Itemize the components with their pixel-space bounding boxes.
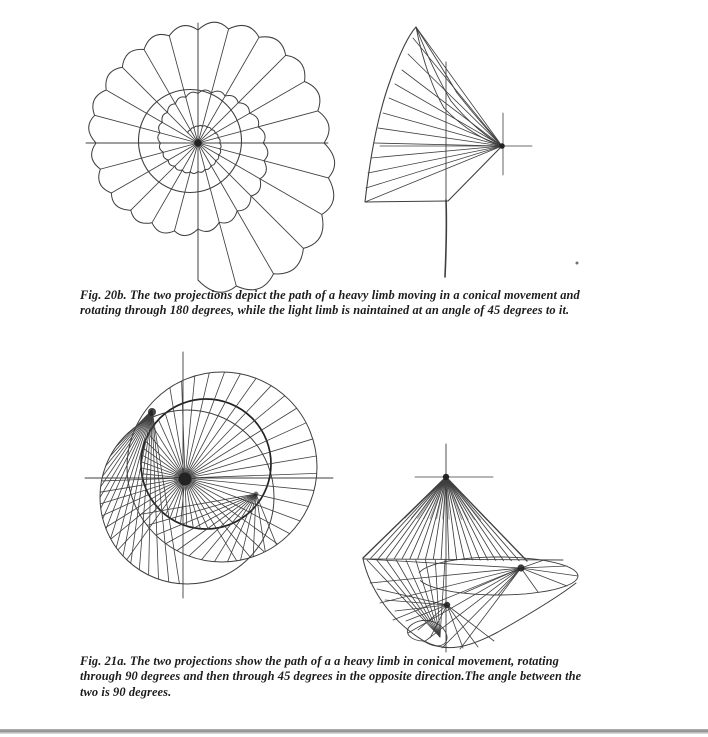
fig-20b-left-projection-drawing — [86, 22, 335, 292]
caption-line: rotating through 180 degrees, while the light limb is naintained at an angle of 45 degrees to it. — [80, 303, 570, 318]
caption-line: Fig. 20b. The two projections depict the path of a heavy limb moving in a conical movement and — [80, 288, 580, 302]
fig-21a-right-projection-drawing — [363, 444, 578, 652]
fig-20b-right-projection-drawing — [365, 27, 532, 277]
fig-21a-caption — [80, 654, 581, 700]
fig-20b-caption — [80, 288, 580, 319]
caption-line: Fig. 21a. The two projections show the path of a a heavy limb in conical movement, rotating — [80, 654, 559, 668]
caption-line: two is 90 degrees. — [80, 684, 172, 699]
caption-line: through 90 degrees and then through 45 degrees in the opposite direction.The angle between the — [80, 669, 582, 684]
page-bottom-divider — [0, 729, 708, 734]
scan-artifact-dot — [576, 262, 579, 265]
fig-21a-left-projection-drawing — [85, 352, 333, 598]
